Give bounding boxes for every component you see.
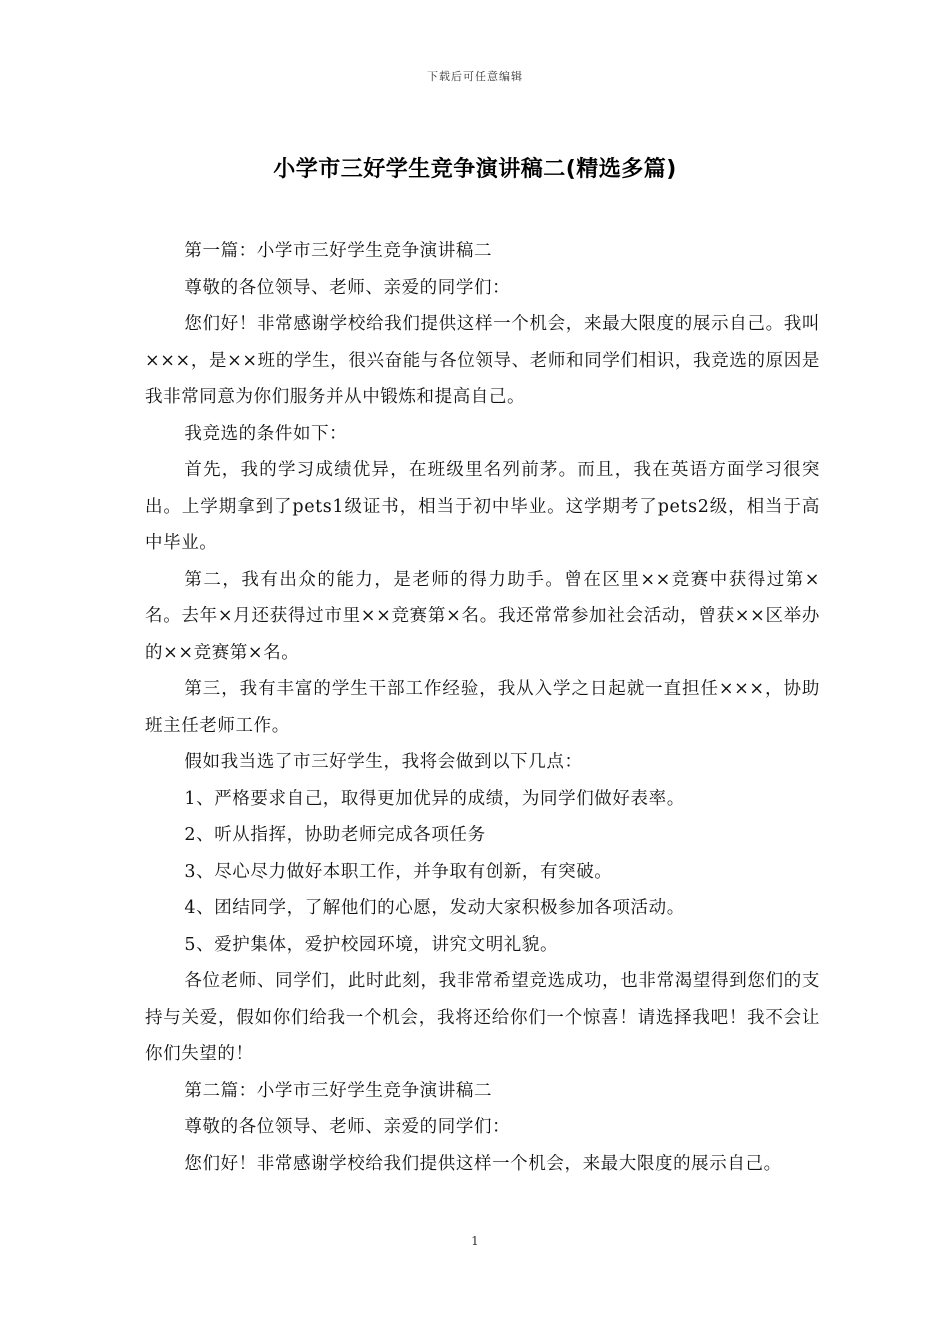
list-item: 1、严格要求自己，取得更加优异的成绩，为同学们做好表率。 xyxy=(184,788,685,809)
section-heading-1: 第一篇：小学市三好学生竞争演讲稿二 xyxy=(184,241,493,261)
page-header-note: 下载后可任意编辑 xyxy=(427,70,523,83)
paragraph-intro: 您们好！非常感谢学校给我们提供这样一个机会，来最大限度的展示自己。 xyxy=(184,1153,782,1174)
paragraph-intro: 您们好！非常感谢学校给我们提供这样一个机会，来最大限度的展示自己。我叫×××，是××班的学生，很兴奋能与各位领导、老师和同学们相识，我竞选的原因是我非常同意为你们服务并从中锻炼和提高自己。 xyxy=(145,314,820,407)
paragraph-closing: 各位老师、同学们，此时此刻，我非常希望竞选成功，也非常渴望得到您们的支持与关爱，假如你们给我一个机会，我将还给你们一个惊喜！请选择我吧！我不会让你们失望的！ xyxy=(145,971,820,1064)
list-item: 4、团结同学，了解他们的心愿，发动大家积极参加各项活动。 xyxy=(184,898,685,918)
document-title: 小学市三好学生竞争演讲稿二(精选多篇) xyxy=(273,157,677,182)
paragraph-conditions-lead: 我竞选的条件如下： xyxy=(184,423,348,444)
paragraph-second: 第二，我有出众的能力，是老师的得力助手。曾在区里××竞赛中获得过第×名。去年×月还获得过市里××竞赛第×名。我还常常参加社会活动，曾获××区举办的××竞赛第×名。 xyxy=(145,569,820,663)
list-item: 3、尽心尽力做好本职工作，并争取有创新，有突破。 xyxy=(184,861,613,882)
paragraph-first: 首先，我的学习成绩优异，在班级里名列前茅。而且，我在英语方面学习很突出。上学期拿到了pets1级证书，相当于初中毕业。这学期考了pets2级，相当于高中毕业。 xyxy=(145,460,820,553)
document-body xyxy=(145,233,820,1182)
page-number: 1 xyxy=(471,1234,479,1248)
salutation: 尊敬的各位领导、老师、亲爱的同学们： xyxy=(184,1117,511,1137)
list-item: 2、听从指挥，协助老师完成各项任务 xyxy=(184,825,486,845)
paragraph-promises-lead: 假如我当选了市三好学生，我将会做到以下几点： xyxy=(184,752,583,772)
section-heading-2: 第二篇：小学市三好学生竞争演讲稿二 xyxy=(184,1080,493,1101)
salutation: 尊敬的各位领导、老师、亲爱的同学们： xyxy=(184,277,511,298)
paragraph-third: 第三，我有丰富的学生干部工作经验，我从入学之日起就一直担任×××，协助班主任老师工作。 xyxy=(145,679,820,736)
list-item: 5、爱护集体，爱护校园环境，讲究文明礼貌。 xyxy=(184,934,559,955)
